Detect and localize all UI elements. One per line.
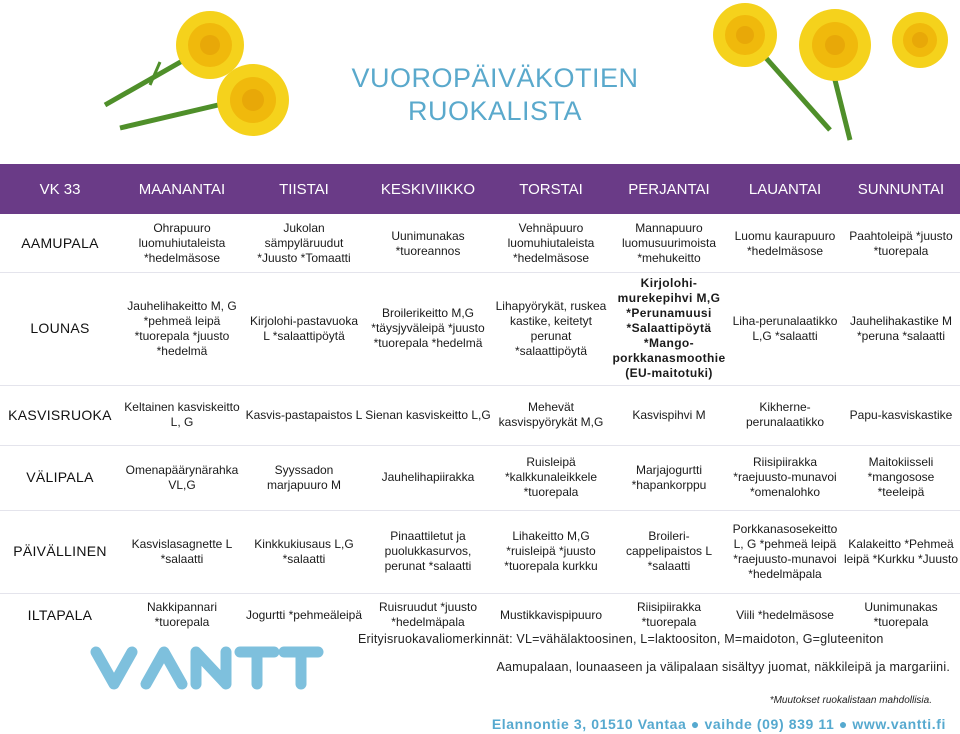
page-title [300, 62, 690, 128]
meal-row-kasvisruoka [0, 385, 960, 445]
menu-cell: Kasvispihvi M [610, 385, 728, 445]
day-header: PERJANTAI [610, 164, 728, 215]
menu-cell: Riisipiirakka *raejuusto-munavoi *omenalohko [728, 445, 842, 510]
title-line-1: VUOROPÄIVÄKOTIEN [351, 63, 639, 93]
menu-cell: Broileri-cappelipaistos L *salaatti [610, 510, 728, 593]
meal-label: PÄIVÄLLINEN [0, 510, 120, 593]
changes-note: *Muutokset ruokalistaan mahdollisia. [769, 695, 932, 706]
menu-cell: Riisipiirakka *tuorepala [610, 593, 728, 637]
menu-cell: Jauhelihakeitto M, G *pehmeä leipä *tuorepala *juusto *hedelmä [120, 272, 244, 385]
menu-cell: Porkkanasosekeitto L, G *pehmeä leipä *raejuusto-munavoi *hedelmäpala [728, 510, 842, 593]
menu-cell: Kikherne-perunalaatikko [728, 385, 842, 445]
menu-cell: Kinkkukiusaus L,G *salaatti [244, 510, 364, 593]
menu-cell: Nakkipannari *tuorepala [120, 593, 244, 637]
menu-cell: Keltainen kasviskeitto L, G [120, 385, 244, 445]
menu-cell: Kasvis-pastapaistos L [244, 385, 364, 445]
menu-cell: Jukolan sämpyläruudut *Juusto *Tomaatti [244, 215, 364, 272]
coltsfoot-flowers-left-icon [0, 0, 300, 160]
menu-cell: Jauhelihapiirakka [364, 445, 492, 510]
meal-label: VÄLIPALA [0, 445, 120, 510]
meal-row-iltapala [0, 593, 960, 637]
meal-label: LOUNAS [0, 272, 120, 385]
included-items-note: Aamupalaan, lounaaseen ja välipalaan sisältyy juomat, näkkileipä ja margariini. [496, 660, 950, 674]
menu-cell: Sienan kasviskeitto L,G [364, 385, 492, 445]
menu-cell-highlight: Kirjolohi-murekepihvi M,G *Perunamuusi *Salaattipöytä *Mango-porkkanasmoothie (EU-maitotuki) [610, 272, 728, 385]
coltsfoot-flowers-right-icon [690, 0, 960, 160]
menu-cell: Kasvislasagnette L *salaatti [120, 510, 244, 593]
menu-cell: Marjajogurtti *hapankorppu [610, 445, 728, 510]
menu-cell: Jogurtti *pehmeäleipä [244, 593, 364, 637]
menu-cell: Paahtoleipä *juusto *tuorepala [842, 215, 960, 272]
contact-address: Elannontie 3, 01510 Vantaa ● vaihde (09) 839 11 ● www.vantti.fi [491, 716, 946, 732]
menu-cell: Syyssadon marjapuuro M [244, 445, 364, 510]
menu-cell: Kirjolohi-pastavuoka L *salaattipöytä [244, 272, 364, 385]
title-line-2: RUOKALISTA [407, 96, 583, 126]
menu-cell: Jauhelihakastike M *peruna *salaatti [842, 272, 960, 385]
menu-cell: Uunimunakas *tuorepala [842, 593, 960, 637]
meal-row-lounas [0, 272, 960, 385]
menu-table [0, 164, 960, 637]
menu-cell: Papu-kasviskastike [842, 385, 960, 445]
week-label: VK 33 [0, 164, 120, 215]
menu-cell: Broilerikeitto M,G *täysjyväleipä *juusto *tuorepala *hedelmä [364, 272, 492, 385]
menu-cell: Omenapäärynärahka VL,G [120, 445, 244, 510]
meal-row-valipala [0, 445, 960, 510]
menu-cell: Luomu kaurapuuro *hedelmäsose [728, 215, 842, 272]
menu-cell: Mannapuuro luomusuurimoista *mehukeitto [610, 215, 728, 272]
meal-label: AAMUPALA [0, 215, 120, 272]
day-header: SUNNUNTAI [842, 164, 960, 215]
menu-cell: Vehnäpuuro luomuhiutaleista *hedelmäsose [492, 215, 610, 272]
header-row [0, 164, 960, 215]
menu-cell: Mehevät kasvispyörykät M,G [492, 385, 610, 445]
menu-cell: Viili *hedelmäsose [728, 593, 842, 637]
menu-cell: Lihapyörykät, ruskea kastike, keitetyt perunat *salaattipöytä [492, 272, 610, 385]
meal-row-paivallinen [0, 510, 960, 593]
vantti-logo [88, 644, 328, 694]
menu-cell: Ruisleipä *kalkkunaleikkele *tuorepala [492, 445, 610, 510]
menu-cell: Mustikkavispipuuro [492, 593, 610, 637]
day-header: MAANANTAI [120, 164, 244, 215]
menu-cell: Kalakeitto *Pehmeä leipä *Kurkku *Juusto [842, 510, 960, 593]
meal-label: ILTAPALA [0, 593, 120, 637]
day-header: KESKIVIIKKO [364, 164, 492, 215]
day-header: TIISTAI [244, 164, 364, 215]
menu-cell: Maitokiisseli *mangosose *teeleipä [842, 445, 960, 510]
meal-label: KASVISRUOKA [0, 385, 120, 445]
day-header: LAUANTAI [728, 164, 842, 215]
meal-row-aamupala [0, 215, 960, 272]
diet-legend: Erityisruokavaliomerkinnät: VL=vähälaktoosinen, L=laktoositon, M=maidoton, G=gluteeniton [358, 632, 884, 646]
menu-cell: Ohrapuuro luomuhiutaleista *hedelmäsose [120, 215, 244, 272]
menu-cell: Liha-perunalaatikko L,G *salaatti [728, 272, 842, 385]
menu-cell: Pinaattiletut ja puolukkasurvos, perunat *salaatti [364, 510, 492, 593]
menu-cell: Lihakeitto M,G *ruisleipä *juusto *tuorepala kurkku [492, 510, 610, 593]
day-header: TORSTAI [492, 164, 610, 215]
menu-cell: Uunimunakas *tuoreannos [364, 215, 492, 272]
menu-cell: Ruisruudut *juusto *hedelmäpala [364, 593, 492, 637]
